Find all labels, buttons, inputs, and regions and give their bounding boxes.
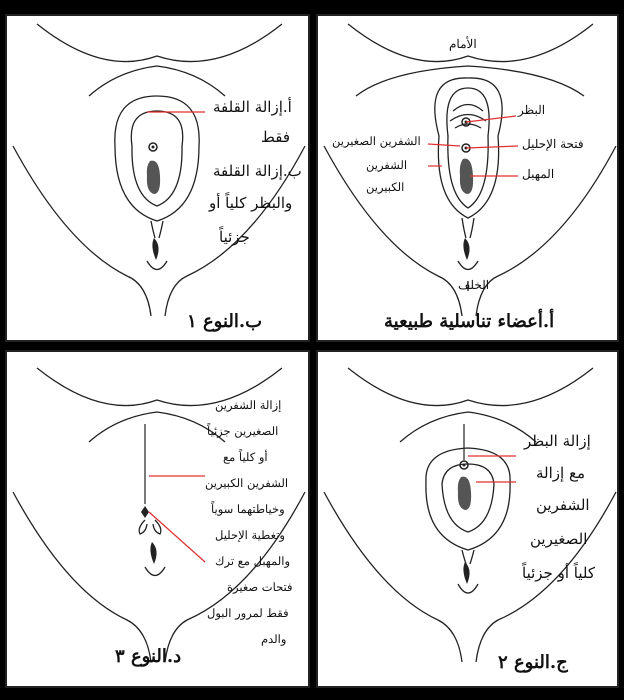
type-1-line-5: جزئياً bbox=[219, 228, 250, 246]
type-3-line-10: والدم bbox=[261, 632, 287, 646]
normal-anatomy-drawing bbox=[318, 16, 619, 342]
vagina-label: المهبل bbox=[522, 167, 555, 181]
panel-type-3 bbox=[5, 350, 310, 688]
type-3-line-5: وخياطتهما سوياً bbox=[211, 502, 285, 516]
type-3-line-7: والمهبل مع ترك bbox=[215, 554, 290, 568]
panel-normal-anatomy bbox=[316, 14, 619, 342]
urethral-opening-label: فتحة الإحليل bbox=[522, 137, 584, 151]
type-3-line-8: فتحات صغيرة bbox=[227, 580, 293, 594]
type-3-line-1: إزالة الشفرين bbox=[215, 398, 282, 412]
type-2-line-4: الصغيرين bbox=[530, 530, 588, 548]
panel-b-title: ب.النوع ١ bbox=[187, 311, 263, 332]
back-label: الخلف bbox=[458, 278, 490, 292]
type-3-line-6: وتغطية الإحليل bbox=[215, 528, 285, 542]
type-3-line-2: الصغيرين جزئياً bbox=[207, 424, 279, 438]
labia-majora-label-2: الكبيرين bbox=[366, 180, 405, 194]
panel-c-title: ج.النوع ٢ bbox=[498, 652, 568, 673]
panel-d-title: د.النوع ٣ bbox=[115, 646, 182, 667]
panel-type-2 bbox=[316, 350, 619, 688]
type-1-line-4: والبظر كلياً أو bbox=[209, 194, 293, 212]
type-1-line-2: فقط bbox=[261, 128, 290, 146]
type-1-line-3: ب.إزالة القلفة bbox=[213, 162, 302, 180]
front-label: الأمام bbox=[449, 37, 477, 51]
type-3-line-3: أو كلياً مع bbox=[223, 450, 268, 464]
clitoris-label: البظر bbox=[518, 103, 546, 117]
panel-a-title: أ.أعضاء تناسلية طبيعية bbox=[384, 311, 555, 332]
panel-type-1 bbox=[5, 14, 310, 342]
type-2-drawing bbox=[318, 352, 619, 688]
type-3-line-4: الشفرين الكبيرين bbox=[205, 476, 289, 490]
labia-minora-label: الشفرين الصغيرين bbox=[332, 134, 421, 148]
type-2-line-2: مع إزالة bbox=[536, 464, 585, 482]
type-3-line-9: فقط لمرور البول bbox=[207, 606, 289, 620]
labia-majora-label-1: الشفرين bbox=[366, 158, 408, 172]
type-1-line-1: أ.إزالة القلفة bbox=[213, 98, 292, 116]
type-2-line-3: الشفرين bbox=[536, 496, 590, 514]
type-2-line-1: إزالة البظر bbox=[524, 432, 591, 450]
type-2-line-5: كلياً أو جزئياً bbox=[522, 564, 595, 582]
